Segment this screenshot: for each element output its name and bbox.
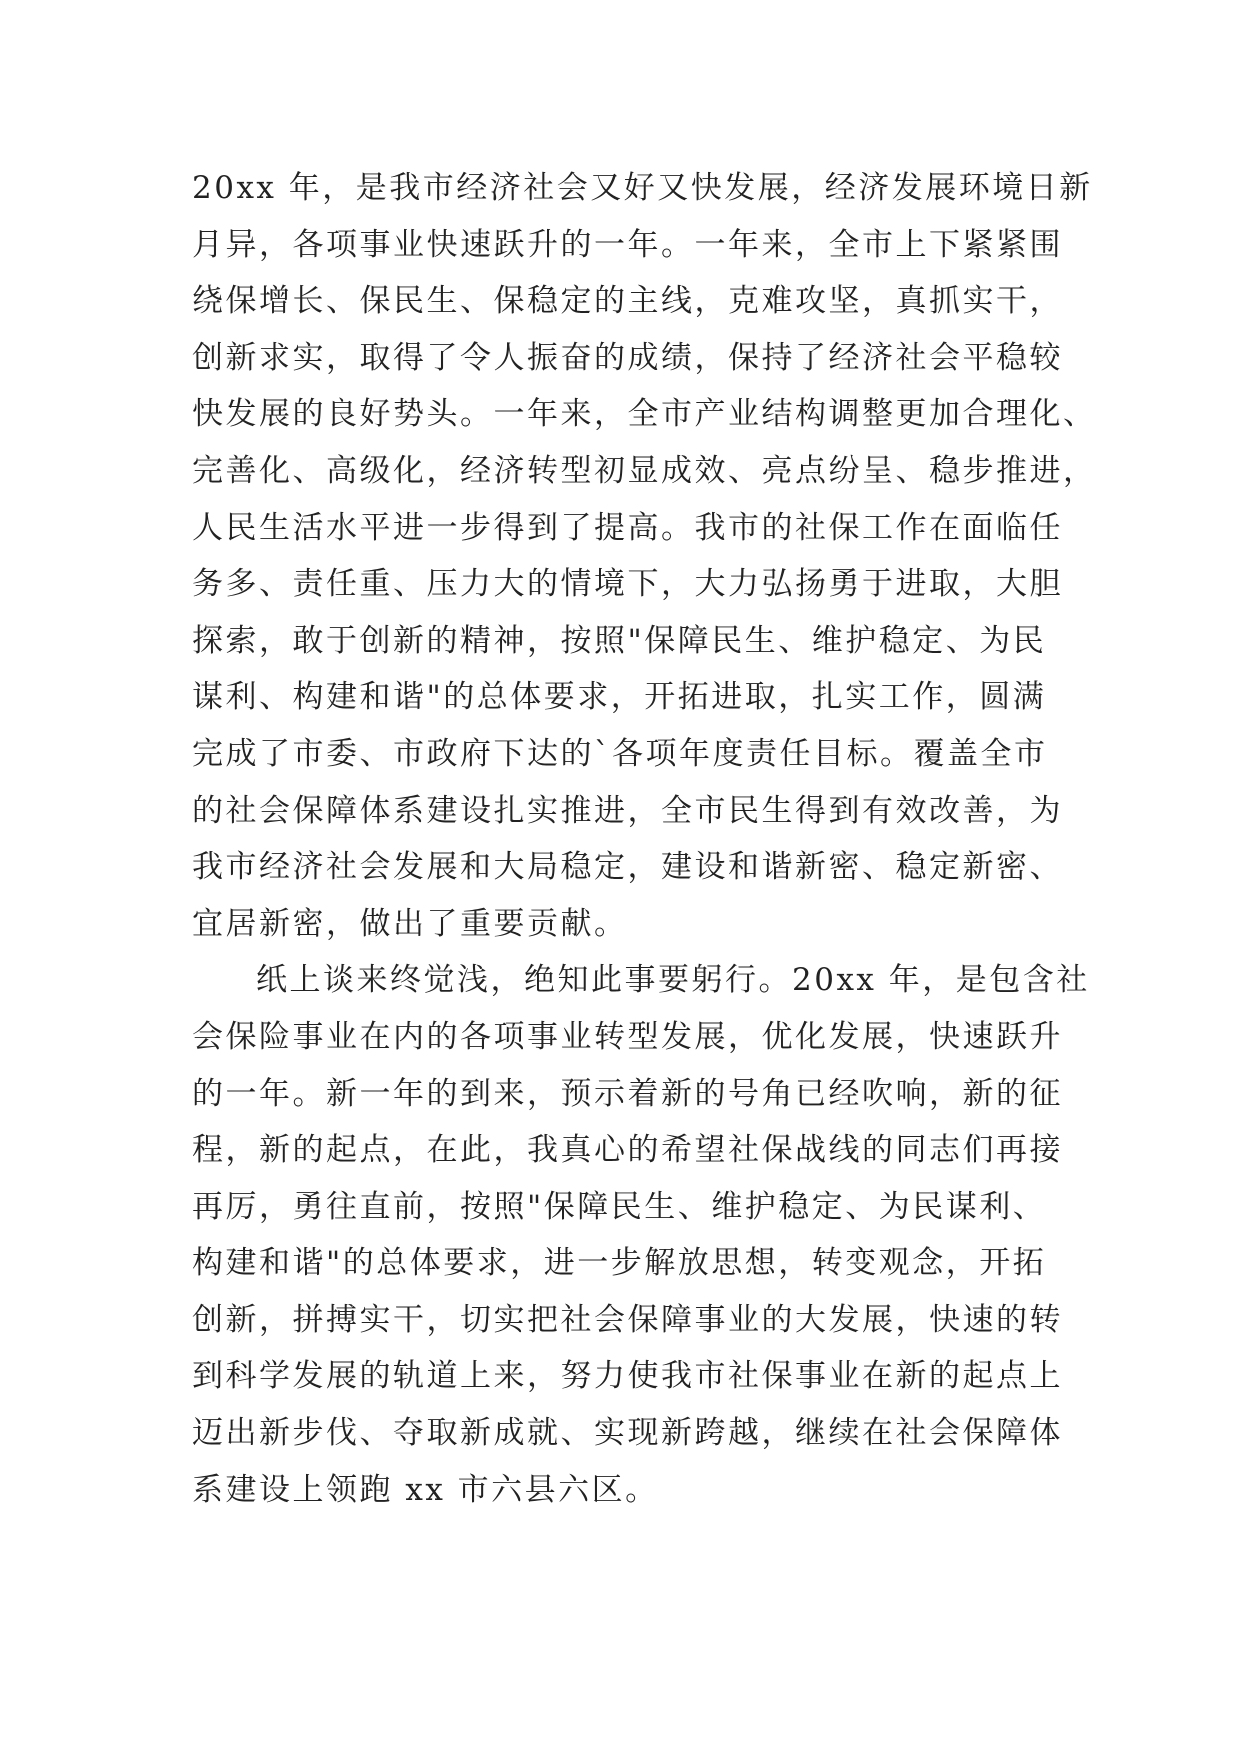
paragraph-2 <box>192 952 1090 1518</box>
text-line: 绕保增长、保民生、保稳定的主线，克难攻坚，真抓实干， <box>192 283 1063 320</box>
text-line: 到科学发展的轨道上来，努力使我市社保事业在新的起点上 <box>192 1358 1063 1395</box>
text-line: 构建和谐"的总体要求，进一步解放思想，转变观念，开拓 <box>192 1245 1047 1282</box>
text-line: 再厉，勇往直前，按照"保障民生、维护稳定、为民谋利、 <box>192 1188 1047 1225</box>
text-line: 务多、责任重、压力大的情境下，大力弘扬勇于进取，大胆 <box>192 566 1063 603</box>
text-line: 我市经济社会发展和大局稳定，建设和谐新密、稳定新密、 <box>192 849 1063 886</box>
text-line: 谋利、构建和谐"的总体要求，开拓进取，扎实工作，圆满 <box>192 679 1047 716</box>
text-line: 完成了市委、市政府下达的`各项年度责任目标。覆盖全市 <box>192 735 1048 772</box>
text-line: 的社会保障体系建设扎实推进，全市民生得到有效改善，为 <box>192 792 1063 829</box>
text-line: 月异，各项事业快速跃升的一年。一年来，全市上下紧紧围 <box>192 226 1063 263</box>
text-line: 纸上谈来终觉浅，绝知此事要躬行。20xx 年，是包含社 <box>256 962 1090 999</box>
text-line: 宜居新密，做出了重要贡献。 <box>192 905 628 942</box>
text-line: 20xx 年，是我市经济社会又好又快发展，经济发展环境日新 <box>192 170 1093 206</box>
text-line: 完善化、高级化，经济转型初显成效、亮点纷呈、稳步推进， <box>192 452 1097 489</box>
text-line: 程，新的起点，在此，我真心的希望社保战线的同志们再接 <box>192 1132 1063 1169</box>
text-line: 快发展的良好势头。一年来，全市产业结构调整更加合理化、 <box>192 396 1097 433</box>
text-line: 系建设上领跑 xx 市六县六区。 <box>192 1471 659 1508</box>
text-line: 人民生活水平进一步得到了提高。我市的社保工作在面临任 <box>192 509 1063 546</box>
text-line: 探索，敢于创新的精神，按照"保障民生、维护稳定、为民 <box>192 622 1047 659</box>
text-line: 会保险事业在内的各项事业转型发展，优化发展，快速跃升 <box>192 1018 1063 1055</box>
text-line: 创新，拼搏实干，切实把社会保障事业的大发展，快速的转 <box>192 1301 1063 1338</box>
text-line: 迈出新步伐、夺取新成就、实现新跨越，继续在社会保障体 <box>192 1415 1063 1452</box>
document-body <box>192 160 1097 1518</box>
paragraph-1 <box>192 160 1097 952</box>
text-line: 创新求实，取得了令人振奋的成绩，保持了经济社会平稳较 <box>192 339 1063 376</box>
text-line: 的一年。新一年的到来，预示着新的号角已经吹响，新的征 <box>192 1075 1063 1112</box>
